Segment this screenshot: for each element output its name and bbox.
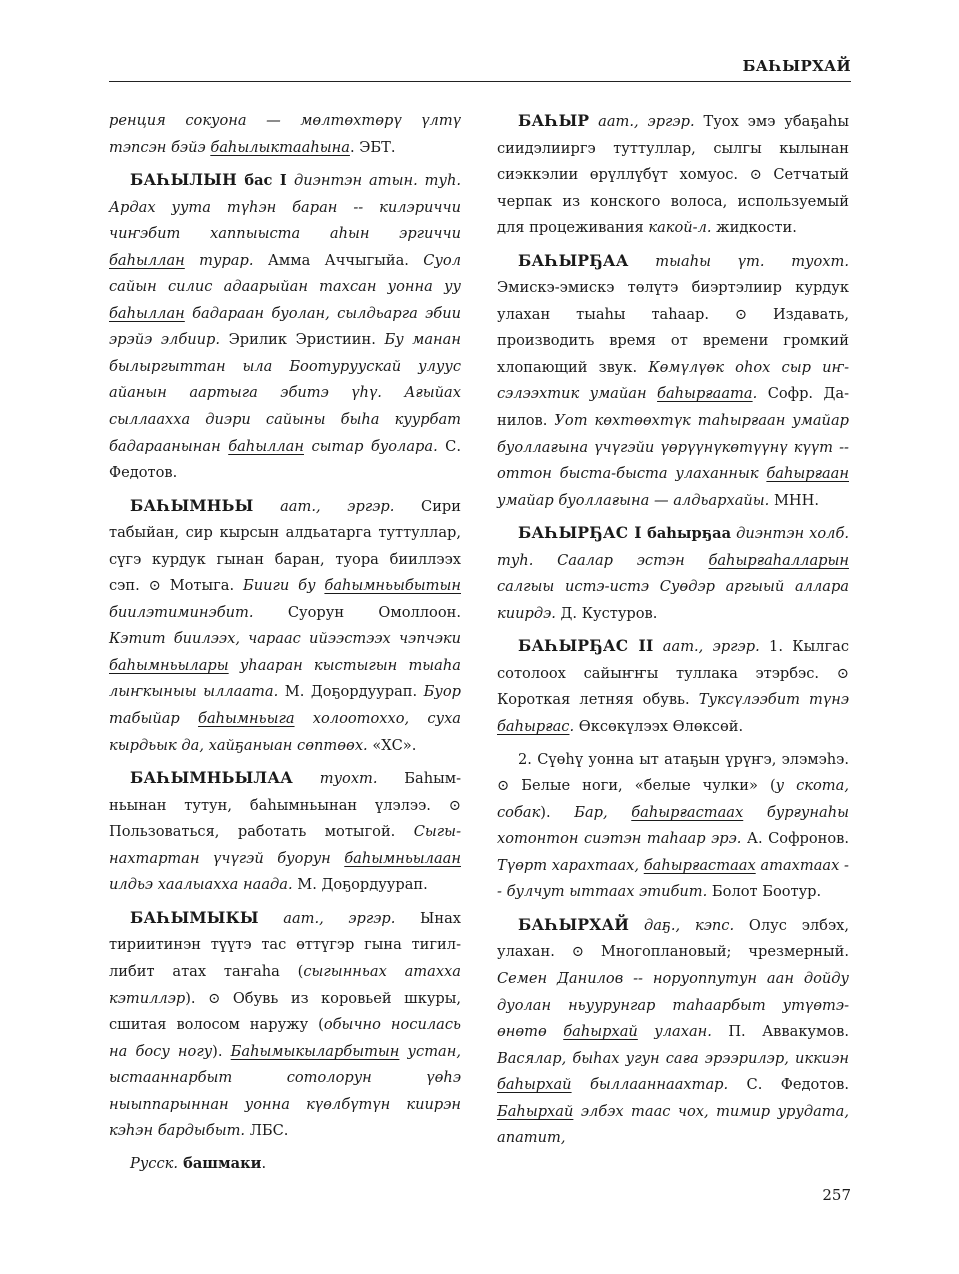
entry-bahymnyy: БАҺЫМНЬЫ аат., эргэр. Сири табыйан, сир кырсын алдьатарга туттуллар, сүгэ курдук гынан баран, туора бииллээх сэп. ⊙ Мотыга. Бииги бу баһымньыбытын биилэтиминэбит. Суорун Омоллоон. Кэтит биилээх, чараас ийээстээх чэпчэки баһымньылары уһааран кыстыгын тыаһа лыҥкыныы ыллаата. М. Доҕордуурап. Буор табыйар баһымньыга холоотоххо, суха кырдьык да, хайҕаныан сөптөөх. «ХС». [109,495,462,754]
headword: БАҺЫРХАЙ [518,914,630,934]
running-head: БАҺЫРХАЙ [742,57,851,75]
headword: БАҺЫРҔАС II [518,636,654,656]
entry-bahyrkhai: БАҺЫРХАЙ даҕ., кэпс. Олус элбэх, улахан. ⊙ Многоплановый; чрезмерный. Семен Данилов -- норуоппутун аан дойду дуолан ньуурунгар таһаарбыт утүөтэ-өнөтө баһырхай улахан. П. Аввакумов. Васялар, быһах угун саға эрээрилэр, иккиэн баһырхай быллааннаахтар. С. Федотов. Баһырхай элбэх таас чох, тимир урудата, апатит, [497,914,850,1147]
entry-continuation: ренция сокуона — мөлтөхтөрү үлтү тэпсэн бэйэ баһылыктааһына. ЭБТ. [109,112,461,156]
russian-equivalent: Русск. башмаки. [130,1154,267,1172]
headword: БАҺЫРҔАС I [518,523,642,543]
entry-bahyrgas-2: БАҺЫРҔАС II аат., эргэр. 1. Кылгас сотолоох сайыҥҥы туллака этэрбэс. ⊙ Короткая летняя обувь. Туксүлээбит түнэ баһырғас. Өксөкүлээх Өлөксөй. [497,636,850,736]
headword: БАҺЫРҔАА [518,250,629,270]
headword: БАҺЫР [518,111,590,130]
entry-bahyr: БАҺЫР аат., эргэр. Туох эмэ убаҕаһы сиидэлииргэ туттуллар, сылгы кылынан сиэккэлии өрүллүбүт хомуос. ⊙ Сетчатый черпак из конского волоса, используемый для процеживания какой-л. жидкости. [497,111,850,237]
headword: БАҺЫМЫКЫ [130,907,259,927]
headword: БАҺЫЛЫН [130,170,237,190]
header-rule [109,81,851,82]
entry-bahymnyylaa: БАҺЫМНЬЫЛАА туохт. Баһымньынан тутун, баһымньынан үлэлээ. ⊙ Пользоваться, работать мотыгой. Сыгынахтартан үчүгэй буорун баһымньылаан илдьэ хаалыахха наада. М. Доҕордуурап. [109,768,462,894]
headword: БАҺЫМНЬЫ [130,495,254,515]
entry-bahyrgas-1: БАҺЫРҔАС I баһырҕаа диэнтэн холб. туһ. Саалар эстэн баһырғаһалларын салгыы истэ-истэ Суөдэр аргыый аллара киирдэ. Д. Кустуров. [497,523,849,622]
entry-bahyrgas-2-sense-2: 2. Сүөһү уонна ыт атаҕын үрүҥэ, элэмэһэ. ⊙ Белые ноги, «белые чулки» (у скота, собак). Бар, баһырғастаах бурғунаһы хотонтон сиэтэн таһаар эрэ. А. Софронов. Түөрт харахтаах, баһырғастаах атахтаах -- булчут ыттаах этибит. Болот Боотур. [497,750,849,901]
entry-bahyrgaa: БАҺЫРҔАА тыаһы үт. туохт. Эмискэ-эмискэ төлүтэ биэртэлиир курдук улахан тыаһы таһаар. ⊙ Издавать, производить время от времени громкий хлопающий звук. Көмүлүөк оһох сыр иҥсэлээхтик умайан баһырғаата. Софр. Данилов. Уот көхтөөхтүк таһырғаан умайар буоллағына үчүгэйи үөрүүнүкөтүүнү күүт -- оттон быста-быста улаханнык баһырғаан умайар буоллағына — алдьархайы. МНН. [497,250,849,509]
entry-bahymyky: БАҺЫМЫКЫ аат., эргэр. Ынах тириитинэн түүтэ тас өттүгэр гына тигиллибит атах таҥаһа (сыгынньах атахха кэтиллэр). ⊙ Обувь из коровьей шкуры, сшитая волосом наружу (обычно носилась на босу ногу). Баһымыкыларбытын устан, ыстааннарбыт сотолорун үөһэ ныыппарыннан уонна күөлбүтүн киирэн кэһэн бардыбыт. ЛБС. [109,907,462,1140]
headword: БАҺЫМНЬЫЛАА [130,768,293,788]
left-column [109,108,461,1183]
right-column [497,108,849,1158]
page-number: 257 [822,1186,851,1204]
entry-bahylyn: БАҺЫЛЫН бас I диэнтэн атын. туһ. Ардах уута түһэн баран -- килэриччи чиҥэбит хаппыыста аһын эргиччи баһыллан турар. Амма Аччыгыйа. Суол сайын силис адаарыйан тахсан уонна уу баһыллан бадараан буолан, сылдьарга эбии эрэйэ элбиир. Эрилик Эристиин. Бу манан былыргыттан ыла Боотуруускай улуус айанын аартыга эбитэ үһү. Ағыйах сыллаахха диэри сайыны быһа куурбат бадараанынан баһыллан сытар буолара. С. Федотов. [109,170,461,482]
